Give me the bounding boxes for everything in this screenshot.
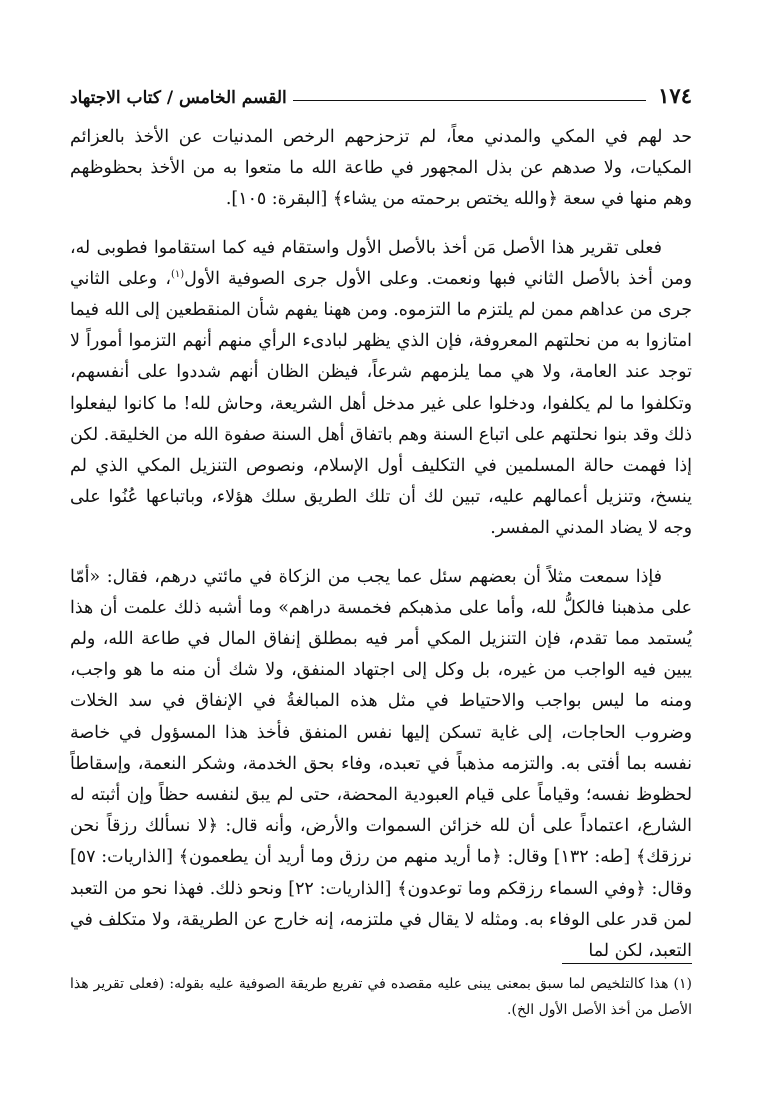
header-rule	[293, 100, 646, 101]
paragraph-3: فإذا سمعت مثلاً أن بعضهم سئل عما يجب من الزكاة في مائتي درهم، فقال: «أمّا على مذهبنا فالكلُّ لله، وأما على مذهبكم فخمسة دراهم» وما أشبه ذلك علمت أن هذا يُستمد مما تقدم، فإن التنزيل المكي أمر فيه بمطلق إنفاق المال في طاعة الله، ولم يبين فيه الواجب من غيره، بل وكل إلى اجتهاد المنفق، ولا شك أن منه ما هو واجب، ومنه ما ليس بواجب والاحتياط في مثل هذه المبالغةُ في الإنفاق في سد الخلات وضروب الحاجات، إلى غاية تسكن إليها نفس المنفق فأخذ هذا المسؤول في خاصة نفسه بما أفتى به. والتزمه مذهباً في تعبده، وفاء بحق الخدمة، وشكر النعمة، وإسقاطاً لحظوظ نفسه؛ وقياماً على قيام العبودية المحضة، حتى لم يبق لنفسه حظاً وإن أثبته له الشارع، اعتماداً على أن لله خزائن السموات والأرض، وأنه قال: ﴿لا نسألك رزقاً نحن نرزقك﴾ [طه: ١٣٢] وقال: ﴿ما أريد منهم من رزق وما أريد أن يطعمون﴾ [الذاريات: ٥٧] وقال: ﴿وفي السماء رزقكم وما توعدون﴾ [الذاريات: ٢٢] ونحو ذلك. فهذا نحو من التعبد لمن قدر على الوفاء به. ومثله لا يقال في ملتزمه، إنه خارج عن الطريقة، ولا متكلف في التعبد، لكن لما	[70, 566, 693, 962]
paragraph-2	[70, 233, 692, 545]
running-title: القسم الخامس / كتاب الاجتهاد	[70, 88, 287, 108]
paragraph-2-part-2: ، وعلى الثاني جرى من عداهم ممن لم يلتزم ما التزموه. ومن ههنا يفهم شأن المنقطعين إلى الله فيما امتازوا به من نحلتهم المعروفة، فإن الذي يظهر لبادىء الرأي منهم أنهم التزموا أموراً لا توجد عند العامة، ولا هي مما يلزمهم شرعاً، فيظن الظان أنهم شددوا على أنفسهم، وتكلفوا ما لم يكلفوا، ودخلوا على غير مدخل أهل الشريعة، وحاش لله! ما كانوا ليفعلوا ذلك وقد بنوا نحلتهم على اتباع السنة وهم باتفاق أهل السنة صفوة الله من الخليقة. لكن إذا فهمت حالة المسلمين في التكليف أول الإسلام، ونصوص التنزيل المكي الذي لم ينسخ، وتنزيل أعمالهم عليه، تبين لك أن تلك الطريق سلك هؤلاء، وباتباعها عُنُوا على وجه لا يضاد المدني المفسر.	[70, 268, 692, 539]
main-text	[70, 122, 692, 967]
footnote-marker: (١)	[673, 976, 693, 992]
footnote-text: هذا كالتلخيص لما سبق بمعنى يبنى عليه مقصده في تفريع طريقة الصوفية عليه بقوله: (فعلى تقرير هذا الأصل من أخذ الأصل الأول الخ).	[70, 976, 692, 1018]
paragraph-2-part-1: فعلى تقرير هذا الأصل مَن أخذ بالأصل الأول واستقام فيه كما استقاموا فطوبى له، ومن أخذ بالأصل الثاني فبها ونعمت. وعلى الأول جرى الصوفية الأول	[70, 237, 692, 289]
footnote	[70, 971, 692, 1023]
footnote-reference: (١)	[170, 269, 185, 281]
page-number: ١٧٤	[658, 83, 692, 108]
footnote-separator	[562, 963, 692, 964]
page-header	[70, 78, 692, 108]
paragraph-1: حد لهم في المكي والمدني معاً، لم تزحزحهم الرخص المدنيات عن الأخذ بالعزائم المكيات، ولا صدهم عن بذل المجهور في طاعة الله ما متعوا به من الأخذ بحظوظهم وهم منها في سعة ﴿والله يختص برحمته من يشاء﴾ [البقرة: ١٠٥].	[70, 127, 692, 210]
